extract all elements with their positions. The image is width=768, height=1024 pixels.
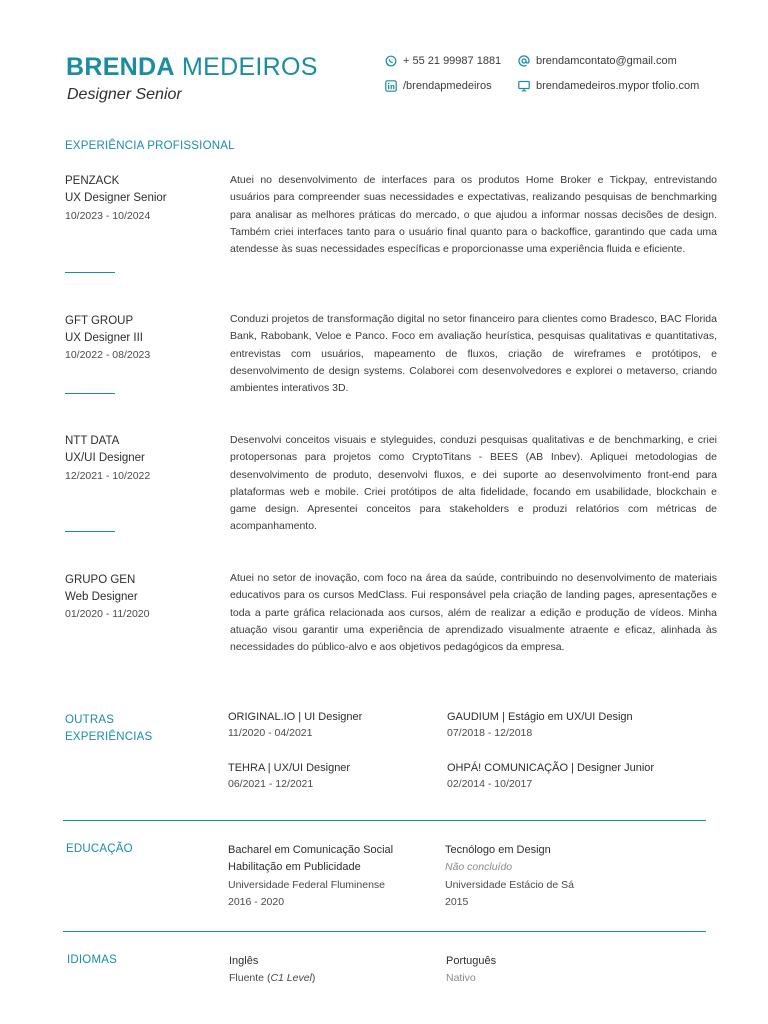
first-name: BRENDA xyxy=(66,53,175,81)
linkedin-text: /brendapmedeiros xyxy=(403,80,492,92)
other-role: Designer Junior xyxy=(577,762,655,774)
email-text: brendamcontato@gmail.com xyxy=(536,55,677,67)
job-role: UX Designer III xyxy=(65,332,143,344)
degree-detail: Habilitação em Publicidade xyxy=(228,861,361,874)
language-item xyxy=(446,953,496,988)
job-dates: 01/2020 - 11/2020 xyxy=(65,608,150,620)
other-experience-item xyxy=(447,711,633,739)
education-item xyxy=(445,842,574,911)
job-divider xyxy=(65,272,115,273)
level-note: C1 Level xyxy=(270,972,312,985)
job-company: PENZACK xyxy=(65,175,120,187)
role-subtitle: Designer Senior xyxy=(67,86,182,103)
education-years: 2016 - 2020 xyxy=(228,895,285,908)
other-experience-heading: GAUDIUM | Estágio em UX/UI Design xyxy=(447,711,633,723)
experience-section-title: EXPERIÊNCIA PROFISSIONAL xyxy=(65,140,235,152)
job-dates: 10/2023 - 10/2024 xyxy=(65,210,151,222)
language-item xyxy=(229,953,315,988)
phone-text: + 55 21 99987 1881 xyxy=(403,55,502,67)
school-name: Universidade Federal Fluminense xyxy=(228,878,385,891)
other-experience-item xyxy=(228,762,350,790)
contact-linkedin[interactable] xyxy=(385,80,492,92)
other-role: UI Designer xyxy=(304,711,363,723)
education-years: 2015 xyxy=(445,895,469,908)
last-name: MEDEIROS xyxy=(182,53,318,81)
job-divider xyxy=(65,393,115,394)
at-icon xyxy=(518,55,530,67)
job-role: UX/UI Designer xyxy=(65,452,145,464)
monitor-icon xyxy=(518,80,530,92)
language-name: Inglês xyxy=(229,955,259,967)
level-end: ) xyxy=(311,972,316,985)
language-level xyxy=(229,970,315,987)
job-role: UX Designer Senior xyxy=(65,192,167,204)
job-divider xyxy=(65,531,115,532)
other-experience-heading: ORIGINAL.IO | UI Designer xyxy=(228,711,363,723)
job-company: GRUPO GEN xyxy=(65,574,136,586)
other-experience-section-title xyxy=(65,712,152,746)
other-role: Estágio em UX/UI Design xyxy=(507,711,633,723)
language-level: Nativo xyxy=(446,972,476,985)
other-experience-item xyxy=(228,711,362,739)
contact-phone[interactable] xyxy=(385,55,501,67)
contact-portfolio[interactable] xyxy=(518,80,699,92)
other-role: UX/UI Designer xyxy=(273,762,351,774)
section-divider xyxy=(63,820,706,821)
other-company: TEHRA xyxy=(228,762,265,774)
whatsapp-icon xyxy=(385,55,397,67)
other-dates: 06/2021 - 12/2021 xyxy=(228,778,314,790)
job-description: Desenvolvi conceitos visuais e styleguides, conduzi pesquisas qualitativas e de benchmarking, e criei protopersonas para projetos como CryptoTitans - BEES (AB Inbev). Apliquei metodologias de desenvolvimento de produto, desenvolvi fluxos, e dei suporte ao desenvolvimento front-end para plataformas web e mobile. Criei protótipos de alta fidelidade, focando em usabilidade, blockchain e game design. Apresentei conceitos para stakeholders e produzi relatórios com métricas de acompanhamento. xyxy=(230,434,717,533)
job-description: Atuei no desenvolvimento de interfaces para os produtos Home Broker e Tickpay, entrevistando usuários para compreender suas necessidades e expectativas, realizando pesquisas de benchmarking para analisar as melhores práticas do mercado, o que ajudou a informar nossas decisões de design. Também criei interfaces tanto para o usuário final quanto para o backoffice, garantindo que cada uma atendesse às suas necessidades específicas e proporcionasse uma experiência fluida e eficiente. xyxy=(230,174,717,256)
job-dates: 12/2021 - 10/2022 xyxy=(65,470,151,482)
linkedin-icon xyxy=(385,80,397,92)
language-name: Português xyxy=(446,955,497,967)
other-company: OHPÁ! COMUNICAÇÃO xyxy=(447,762,569,774)
job-role: Web Designer xyxy=(65,591,138,603)
job-dates: 10/2022 - 08/2023 xyxy=(65,349,151,361)
level-text: Fluente ( xyxy=(229,972,271,985)
other-title-line2: EXPERIÊNCIAS xyxy=(65,731,153,743)
other-company: GAUDIUM xyxy=(447,711,499,723)
degree-line: Tecnólogo em Design xyxy=(445,844,551,856)
name-heading xyxy=(66,52,318,82)
job-company: NTT DATA xyxy=(65,435,120,447)
portfolio-text: brendamedeiros.mypor tfolio.com xyxy=(536,80,700,92)
other-experience-item xyxy=(447,762,654,790)
other-dates: 07/2018 - 12/2018 xyxy=(447,727,533,739)
languages-section-title: IDIOMAS xyxy=(67,954,117,966)
job-description: Conduzi projetos de transformação digital no setor financeiro para clientes como Bradesco, BAC Florida Bank, Rabobank, Veloe e Panco. Foco em avaliação heurística, pesquisas qualitativas e quantitativas, entrevistas com usuários, mapeamento de fluxos, criação de wireframes e protótipos, e desenvolvimento de design systems. Colaborei com desenvolvedores e explorei o metaverso, criando ambientes interativos 3D. xyxy=(230,313,717,395)
education-section-title: EDUCAÇÃO xyxy=(66,843,133,855)
other-experience-heading: TEHRA | UX/UI Designer xyxy=(228,762,351,774)
education-item xyxy=(228,842,393,911)
degree-status: Não concluído xyxy=(445,861,513,874)
section-divider xyxy=(63,931,706,932)
other-dates: 11/2020 - 04/2021 xyxy=(228,727,313,739)
other-experience-heading: OHPÁ! COMUNICAÇÃO | Designer Junior xyxy=(447,762,655,774)
school-name: Universidade Estácio de Sá xyxy=(445,878,574,891)
other-dates: 02/2014 - 10/2017 xyxy=(447,778,533,790)
other-title-line1: OUTRAS xyxy=(65,714,115,726)
other-company: ORIGINAL.IO xyxy=(228,711,296,723)
degree-line: Bacharel em Comunicação Social xyxy=(228,844,394,856)
job-description: Atuei no setor de inovação, com foco na área da saúde, contribuindo no desenvolvimento de materiais educativos para os cursos MedClass. Fui responsável pela criação de landing pages, apresentações e toda a parte gráfica relacionada aos cursos, além de realizar a edição e produção de vídeos. Minha atuação visou garantir uma experiência de aprendizado visualmente atraente e eficaz, alinhada às necessidades do público-alvo e aos objetivos pedagógicos da empresa. xyxy=(230,572,717,654)
job-company: GFT GROUP xyxy=(65,315,134,327)
contact-email[interactable] xyxy=(518,55,677,67)
